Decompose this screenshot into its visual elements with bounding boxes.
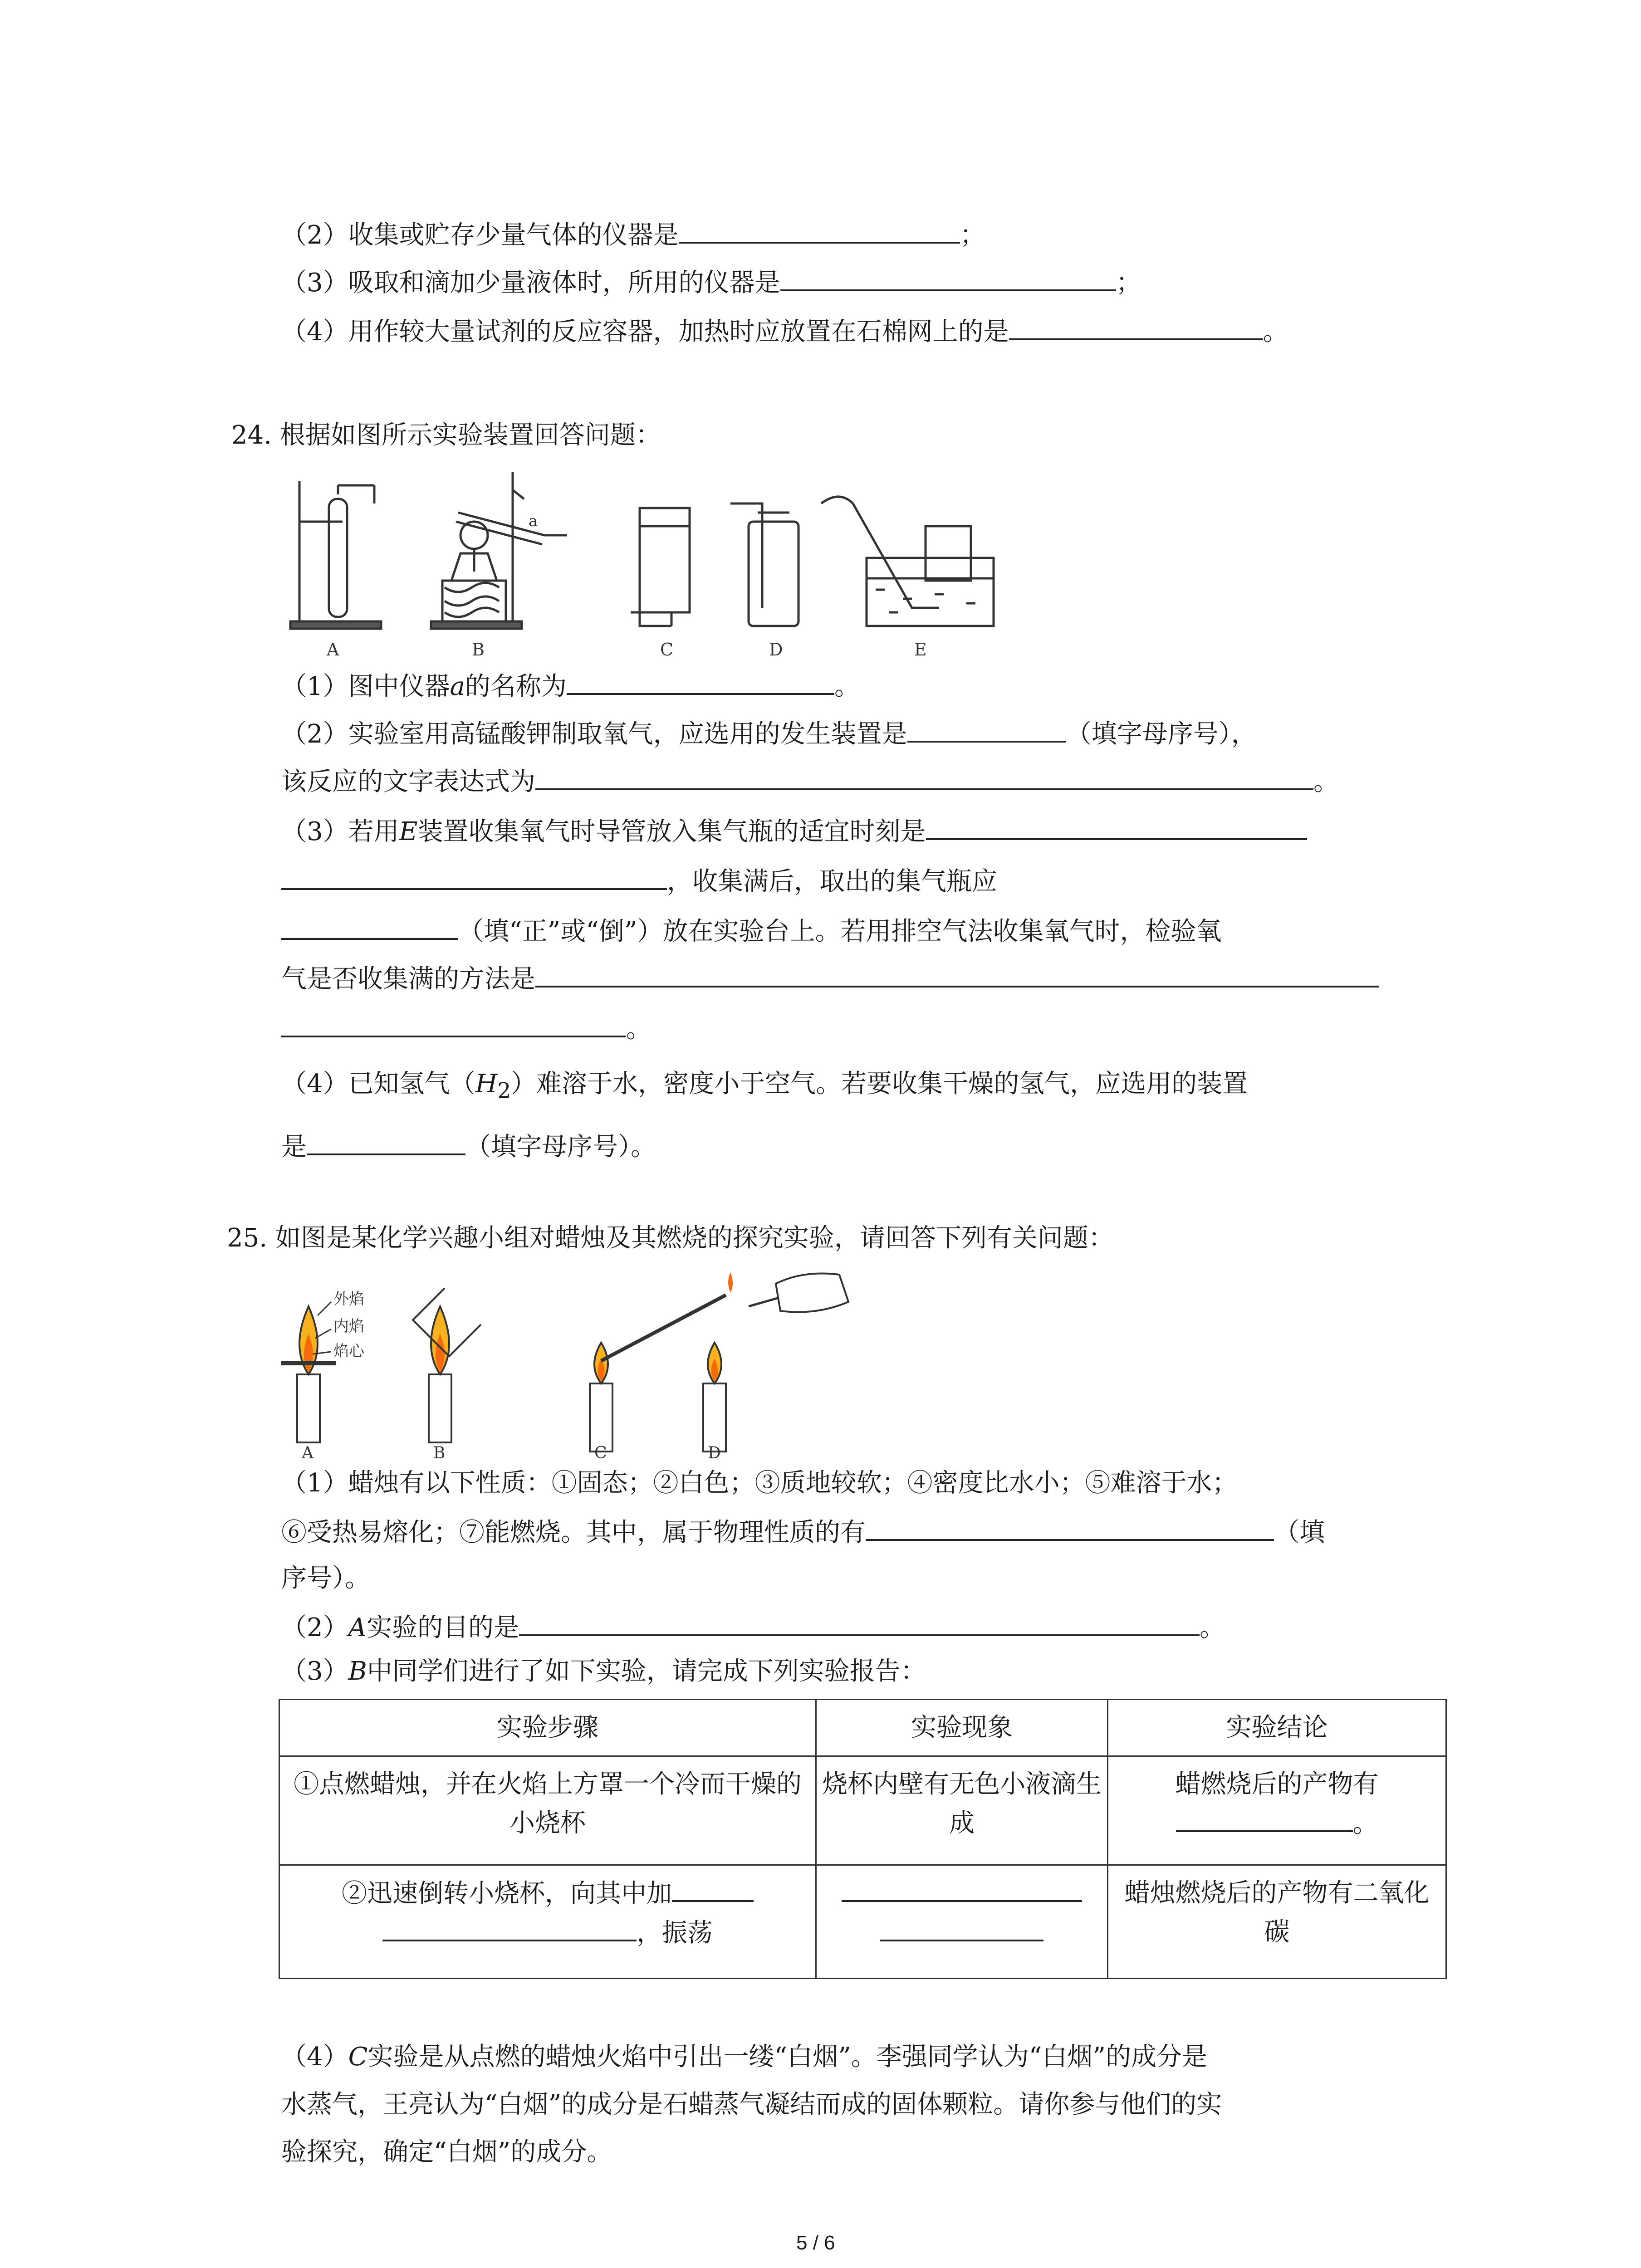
answer-blank[interactable] — [281, 912, 458, 940]
q25-p3: （3）B中同学们进行了如下实验，请完成下列实验报告： — [281, 1657, 926, 1686]
q24-p3-cont3: 气是否收集满的方法是 — [281, 959, 1379, 997]
q24-p4: （4）已知氢气$(H_2)$难溶于水，密度小于空气。若要收集干燥的氢气，应选用的装置 — [281, 1069, 1248, 1104]
svg-text:E: E — [914, 640, 927, 660]
apparatus-e — [821, 497, 994, 626]
row1-step: ①点燃蜡烛，并在火焰上方罩一个冷而干燥的小烧杯 — [279, 1756, 816, 1865]
q25-p4-cont1: 水蒸气，王亮认为“白烟”的成分是石蜡蒸气凝结而成的固体颗粒。请你参与他们的实 — [281, 2090, 1222, 2119]
answer-blank[interactable] — [1176, 1804, 1353, 1832]
row2-step: ②迅速倒转小烧杯，向其中加 ，振荡 — [279, 1865, 816, 1979]
candle-b — [413, 1288, 481, 1442]
q24-p2: （2）实验室用高锰酸钾制取氧气，应选用的发生装置是 （填字母序号）， — [281, 714, 1257, 753]
header-step: 实验步骤 — [279, 1700, 816, 1756]
q25-p1-end: 序号）。 — [281, 1564, 370, 1593]
q24-p3-cont2: （填“正”或“倒”）放在实验台上。若用排空气法收集氧气时，检验氧 — [281, 912, 1222, 950]
svg-text:D: D — [769, 640, 783, 660]
q24-p1: （1）图中仪器a的名称为 。 — [281, 667, 860, 705]
svg-text:外焰: 外焰 — [333, 1290, 364, 1308]
row2-conclusion: 蜡烛燃烧后的产物有二氧化碳 — [1108, 1865, 1446, 1979]
apparatus-c — [631, 508, 690, 626]
q25-p2: （2）A实验的目的是 。 — [281, 1608, 1225, 1646]
svg-text:D: D — [708, 1444, 721, 1461]
q23-item-4: （4）用作较大量试剂的反应容器，加热时应放置在石棉网上的是 。 — [281, 312, 1288, 350]
answer-blank[interactable] — [926, 812, 1307, 840]
q23-item-2: （2）收集或贮存少量气体的仪器是 ； — [281, 215, 985, 254]
q25-stem: 25. 如图是某化学兴趣小组对蜡烛及其燃烧的探究实验，请回答下列有关问题： — [227, 1223, 1114, 1253]
q24-p3: （3）若用E装置收集氧气时导管放入集气瓶的适宜时刻是 — [281, 812, 1307, 850]
page-number: 5 / 6 — [796, 2232, 835, 2254]
svg-text:A: A — [302, 1444, 314, 1461]
svg-text:a: a — [529, 512, 538, 530]
experiment-report-table — [279, 1699, 1447, 1979]
answer-blank[interactable] — [281, 1009, 626, 1037]
apparatus-a — [290, 481, 381, 629]
q24-p3-cont4: 。 — [281, 1009, 652, 1047]
header-phenomenon: 实验现象 — [816, 1700, 1108, 1756]
table-row — [279, 1756, 1446, 1865]
header-conclusion: 实验结论 — [1108, 1700, 1446, 1756]
row2-phenomenon — [816, 1865, 1108, 1979]
svg-text:C: C — [660, 640, 674, 660]
svg-text:A: A — [327, 640, 339, 660]
svg-text:焰心: 焰心 — [333, 1342, 364, 1360]
svg-text:C: C — [594, 1444, 607, 1461]
q25-candle-figure — [272, 1270, 862, 1461]
q24-stem: 24. 根据如图所示实验装置回答问题： — [231, 420, 661, 450]
answer-blank[interactable] — [382, 1913, 637, 1941]
apparatus-d — [730, 503, 798, 626]
answer-blank[interactable] — [535, 762, 1313, 790]
answer-blank[interactable] — [567, 667, 834, 695]
answer-blank[interactable] — [519, 1608, 1200, 1636]
answer-blank[interactable] — [679, 215, 960, 244]
svg-text:B: B — [472, 640, 485, 660]
q24-apparatus-figure — [277, 467, 1003, 662]
answer-blank[interactable] — [672, 1874, 754, 1902]
table-header-row — [279, 1700, 1446, 1756]
answer-blank[interactable] — [880, 1913, 1043, 1941]
answer-blank[interactable] — [307, 1127, 465, 1155]
q23-item-3: （3）吸取和滴加少量液体时，所用的仪器是 ； — [281, 263, 1141, 301]
q24-p4-cont: 是 （填字母序号）。 — [281, 1127, 656, 1165]
candle-a — [281, 1302, 336, 1442]
row1-phenomenon: 烧杯内壁有无色小液滴生成 — [816, 1756, 1108, 1865]
answer-blank[interactable] — [1009, 312, 1263, 340]
table-row — [279, 1865, 1446, 1979]
q25-p4-cont2: 验探究，确定“白烟”的成分。 — [281, 2137, 612, 2167]
candle-d — [703, 1274, 848, 1452]
answer-blank[interactable] — [281, 862, 667, 890]
q25-p4: （4）C实验是从点燃的蜡烛火焰中引出一缕“白烟”。李强同学认为“白烟”的成分是 — [281, 2042, 1208, 2072]
svg-text:B: B — [433, 1444, 446, 1461]
row1-conclusion: 蜡燃烧后的产物有 。 — [1108, 1756, 1446, 1865]
svg-text:内焰: 内焰 — [333, 1317, 364, 1335]
answer-blank[interactable] — [780, 263, 1116, 291]
q24-p3-cont1: ，收集满后，取出的集气瓶应 — [281, 862, 997, 900]
answer-blank[interactable] — [842, 1874, 1082, 1902]
answer-blank[interactable] — [866, 1513, 1274, 1541]
answer-blank[interactable] — [907, 714, 1066, 743]
answer-blank[interactable] — [535, 959, 1379, 987]
q25-p1-cont: ⑥受热易熔化；⑦能燃烧。其中，属于物理性质的有 （填 — [281, 1513, 1325, 1551]
q25-p1: （1）蜡烛有以下性质：①固态；②白色；③质地较软；④密度比水小；⑤难溶于水； — [281, 1468, 1238, 1498]
apparatus-b — [431, 472, 567, 629]
q24-p2-cont: 该反应的文字表达式为 。 — [281, 762, 1339, 800]
